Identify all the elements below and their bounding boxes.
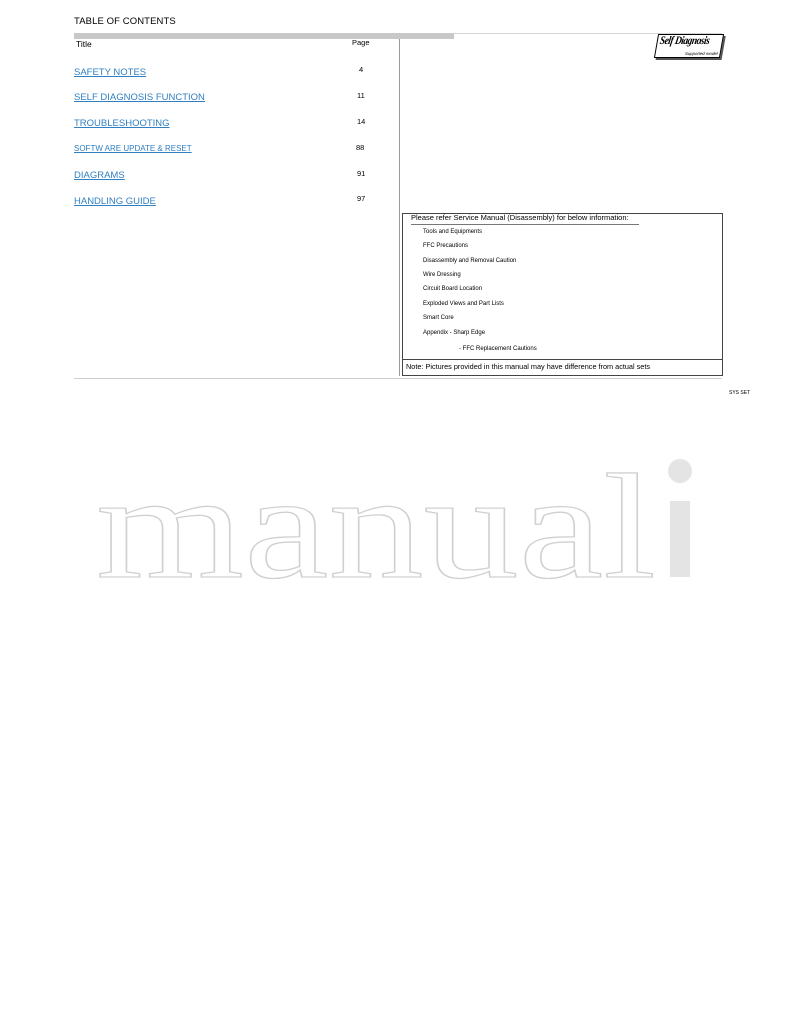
- toc-page-number: 91: [357, 169, 366, 178]
- bottom-rule: [74, 378, 722, 379]
- toc-page-number: 4: [359, 65, 364, 74]
- logo-title: Self Diagnosis: [658, 35, 711, 47]
- self-diagnosis-logo: [654, 34, 724, 58]
- logo-subtitle: Supported model: [684, 51, 719, 56]
- info-list-item: FFC Precautions: [423, 243, 469, 249]
- info-box-heading: Please refer Service Manual (Disassembly) for below information:: [411, 213, 629, 222]
- table-header-bar: [74, 33, 454, 39]
- info-list-item: - FFC Replacement Cautions: [459, 346, 537, 352]
- manuali-watermark: [96, 455, 706, 585]
- toc-page-number: 11: [357, 91, 365, 100]
- column-divider: [399, 39, 400, 376]
- toc-page-number: 88: [356, 143, 365, 152]
- toc-link-software-update-reset[interactable]: SOFTW ARE UPDATE & RESET: [74, 144, 192, 153]
- toc-link-self-diagnosis-function[interactable]: SELF DIAGNOSIS FUNCTION: [74, 92, 205, 103]
- info-list-item: Circuit Board Location: [423, 286, 483, 292]
- page-title: TABLE OF CONTENTS: [74, 16, 176, 27]
- toc-link-diagrams[interactable]: DIAGRAMS: [74, 170, 125, 181]
- toc-page-number: 14: [357, 117, 366, 126]
- info-list-item: Appendix - Sharp Edge: [423, 330, 486, 336]
- column-header-title: Title: [76, 39, 92, 49]
- toc-page-number: 97: [357, 194, 366, 203]
- toc-link-troubleshooting[interactable]: TROUBLESHOOTING: [74, 118, 170, 129]
- column-header-page: Page: [352, 38, 370, 47]
- info-heading-underline: [411, 224, 639, 225]
- footer-code: SYS SET: [729, 390, 751, 396]
- info-list-item: Disassembly and Removal Caution: [423, 258, 517, 264]
- toc-link-safety-notes[interactable]: SAFETY NOTES: [74, 67, 147, 78]
- info-list-item: Smart Core: [423, 315, 454, 321]
- info-list-item: Exploded Views and Part Lists: [423, 301, 504, 307]
- svg-text:manual: manual: [96, 455, 656, 585]
- toc-link-handling-guide[interactable]: HANDLING GUIDE: [74, 196, 156, 207]
- info-list-item: Wire Dressing: [423, 272, 461, 278]
- note-text: Note: Pictures provided in this manual may have difference from actual sets: [406, 362, 651, 371]
- info-list-item: Tools and Equipments: [423, 229, 483, 235]
